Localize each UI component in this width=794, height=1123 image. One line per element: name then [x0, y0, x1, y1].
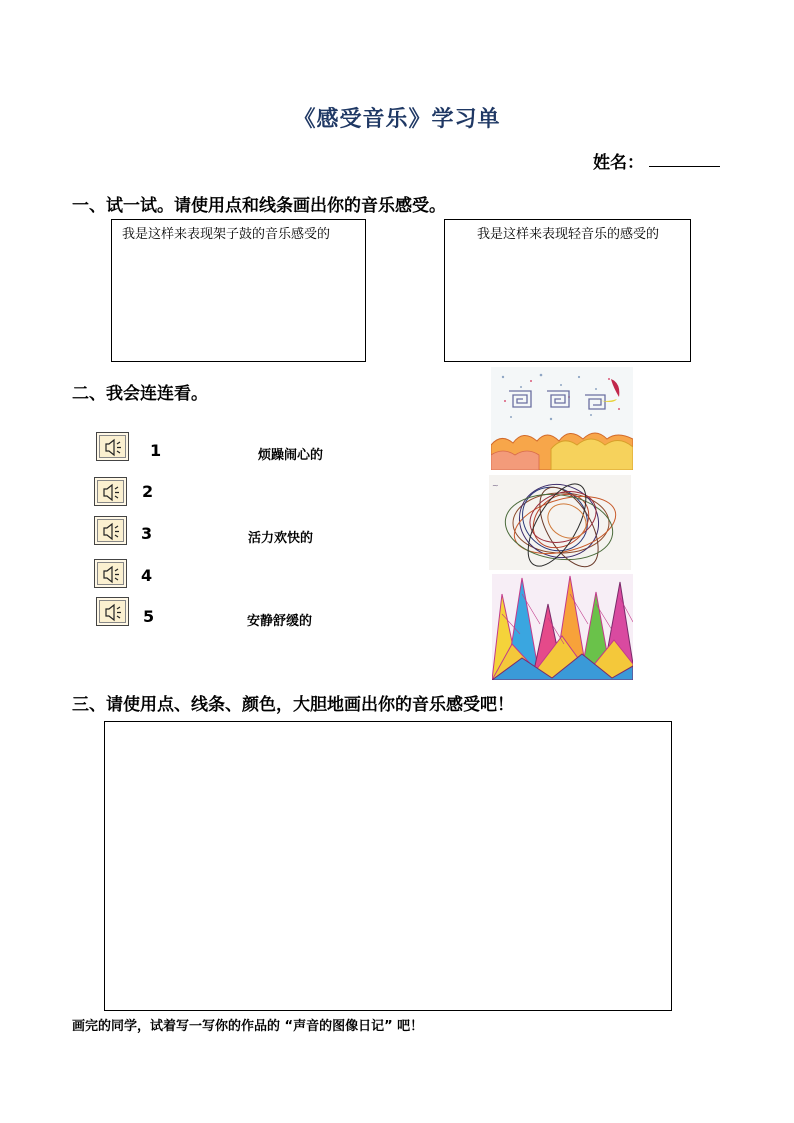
speaker-button-5[interactable] — [96, 597, 129, 626]
drum-drawing-box[interactable] — [111, 219, 366, 362]
speaker-icon — [97, 519, 124, 542]
item-number-3: 3 — [141, 524, 153, 543]
light-music-drawing-box[interactable] — [444, 219, 691, 362]
speaker-button-2[interactable] — [94, 477, 127, 506]
adjective-3: 活力欢快的 — [248, 531, 314, 546]
adjective-5: 安静舒缓的 — [247, 614, 313, 629]
speaker-button-1[interactable] — [96, 432, 129, 461]
picture-colorful-zigzag[interactable] — [492, 574, 633, 680]
speaker-button-3[interactable] — [94, 516, 127, 545]
adjective-1: 烦躁闹心的 — [258, 448, 324, 463]
speaker-icon — [97, 562, 124, 585]
speaker-button-4[interactable] — [94, 559, 127, 588]
name-label: 姓名： — [593, 153, 644, 173]
item-number-4: 4 — [141, 566, 153, 585]
section3-heading: 三、请使用点、线条、颜色，大胆地画出你的音乐感受吧！ — [72, 695, 514, 715]
item-number-1: 1 — [150, 441, 162, 460]
footnote: 画完的同学，试着写一写你的作品的 “声音的图像日记” 吧！ — [72, 1019, 424, 1034]
item-number-2: 2 — [142, 482, 154, 501]
page-title: 《感受音乐》学习单 — [293, 107, 501, 132]
speaker-icon — [97, 480, 124, 503]
light-music-box-caption: 我是这样来表现轻音乐的感受的 — [477, 227, 660, 242]
item-number-5: 5 — [143, 607, 155, 626]
picture-tangled-scribble[interactable] — [489, 475, 631, 570]
picture-calm-spirals[interactable] — [491, 367, 633, 470]
speaker-icon — [99, 435, 126, 458]
speaker-icon — [99, 600, 126, 623]
svg-text:~: ~ — [492, 481, 499, 490]
name-field[interactable] — [649, 166, 720, 167]
section2-heading: 二、我会连连看。 — [72, 384, 208, 404]
drum-box-caption: 我是这样来表现架子鼓的音乐感受的 — [122, 227, 331, 242]
free-drawing-box[interactable] — [104, 721, 672, 1011]
section1-heading: 一、试一试。请使用点和线条画出你的音乐感受。 — [72, 196, 446, 216]
